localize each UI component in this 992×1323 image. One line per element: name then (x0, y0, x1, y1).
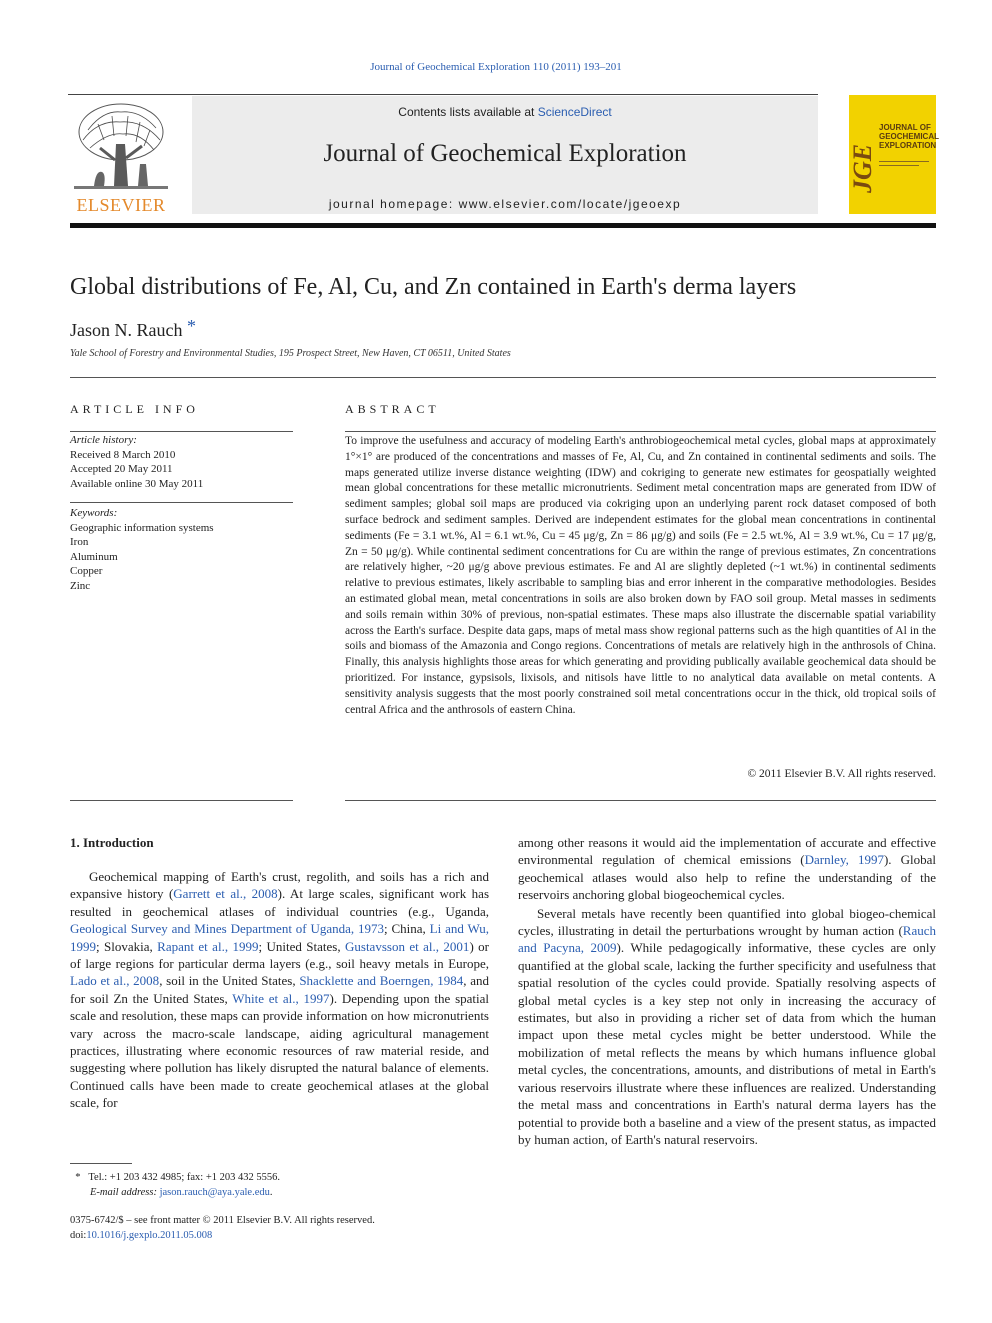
email-end: . (269, 1187, 273, 1198)
citation-link[interactable]: Rapant et al., 1999 (157, 938, 259, 954)
footnote-mark: * (75, 1172, 81, 1183)
text-run: , soil in the United States, (159, 973, 300, 989)
jge-logo-text: JGE (848, 143, 877, 193)
article-history-label: Article history: (70, 434, 137, 446)
jge-logo-icon (848, 107, 877, 197)
citation-link[interactable]: Li and Wu, 1999 (70, 921, 489, 954)
affiliation: Yale School of Forestry and Environmental Studies, 195 Prospect Street, New Haven, CT 06511, United States (70, 348, 511, 359)
keywords (70, 506, 293, 593)
citation-link[interactable]: Gustavsson et al., 2001 (345, 938, 470, 954)
article-title: Global distributions of Fe, Al, Cu, and Zn contained in Earth's derma layers (70, 274, 797, 300)
keyword-item: Iron (70, 536, 89, 548)
body-paragraph (518, 905, 936, 1149)
text-run: ; United States, (258, 938, 345, 954)
cover-title-line: GEOCHEMICAL (879, 132, 939, 141)
citation-link[interactable]: Lado et al., 2008 (70, 973, 160, 989)
text-run: , and for soil Zn the United States, (70, 973, 489, 1006)
text-run: ). Depending upon the spatial scale and resolution, these maps can provide information on how micronutrients vary across the macro-scale landscape, aiding agricultural management practices, illustrating where economic resources of raw material reside, and suggesting where pollution has likely disrupted the natural balance of elements. Continued calls have been made to create geochemical atlases at the global scale, for (70, 990, 490, 1111)
sciencedirect-link[interactable]: ScienceDirect (537, 105, 612, 119)
body-right-column (518, 834, 936, 1148)
email-label: E-mail address: (90, 1187, 157, 1198)
body-left-column (70, 868, 489, 1112)
issn-line: 0375-6742/$ – see front matter © 2011 Elsevier B.V. All rights reserved. (70, 1215, 375, 1226)
author-name: Jason N. Rauch (70, 320, 183, 340)
history-item: Available online 30 May 2011 (70, 477, 204, 490)
keyword-item: Copper (70, 565, 103, 577)
journal-name: Journal of Geochemical Exploration (323, 140, 687, 167)
footnote-rule (70, 1163, 132, 1164)
contents-line (192, 105, 818, 119)
doi-line (70, 1228, 490, 1243)
front-matter (70, 1213, 490, 1243)
author-line (70, 316, 196, 341)
text-run: among other reasons it would aid the implementation of accurate and effective environmental regulation of chemical emissions ( (518, 835, 936, 868)
keywords-label: Keywords: (70, 507, 118, 519)
contents-prefix: Contents lists available at (398, 105, 538, 119)
text-run: ). At large scales, significant work has resulted in geochemical atlases of individual countries (e.g., Uganda, (70, 886, 490, 919)
footnote-contact (70, 1170, 490, 1185)
citation-link[interactable]: Geological Survey and Mines Department of Uganda, 1973 (70, 921, 385, 937)
abstract-rule (345, 431, 936, 432)
article-info-rule (70, 800, 293, 801)
body-paragraph (518, 834, 936, 904)
cover-title-line: JOURNAL OF (879, 123, 931, 132)
title-block-rule (70, 377, 936, 378)
history-item: Accepted 20 May 2011 (70, 463, 173, 475)
keyword-item: Aluminum (70, 550, 118, 563)
citation-link[interactable]: White et al., 1997 (232, 990, 330, 1006)
footnote-phone: Tel.: +1 203 432 4985; fax: +1 203 432 5556. (88, 1172, 281, 1183)
cover-stripe (879, 161, 929, 162)
text-run: Several metals have recently been quantified into global biogeo-chemical cycles, illustrating in detail the perturbations wrought by human action ( (518, 905, 936, 939)
text-run: ) or of large regions for particular derma layers (e.g., soil heavy metals in Europe, (70, 938, 490, 972)
citation-link[interactable]: Garrett et al., 2008 (173, 886, 278, 902)
abstract-paragraph: To improve the usefulness and accuracy of modeling Earth's anthrobiogeochemical metal cycles, global maps at approximately 1°×1° are produced of the concentrations and masses of Fe, Al, Cu, and Zn contained in continental sediments and soils. The maps generated utilize inverse distance weighting (IDW) and cokriging to generate new estimates for geospatially weighted mean global concentrations for these metallic micronutrients. Sediment metal concentration maps are generated from IDW of sediment samples; global soil maps are produced via cokriging upon an underlying parent rock dataset composed of both surface bedrock and sediment samples. Derived are independent estimates for the global mean concentrations in continental sediments (Fe = 3.1 wt.%, Al = 6.1 wt.%, Cu = 45 μg/g, Zn = 86 μg/g) and soils (Fe = 2.5 wt.%, Al = 3.9 wt.%, Cu = 17 μg/g, Zn = 50 μg/g). While continental sediment concentrations for Cu are within the range of previous estimates, Zn concentrations are relatively higher, ~20 μg/g above previous estimates. Fe and Al are slightly depleted (~1 wt.%) in continental sediments relative to previous estimates, likely ascribable to sampling bias and error inherent in the comparative methodologies. Besides an estimated global mean, metal concentrations in soils are also broken down by FAO soil group. Metal masses in sediments and soils remain within 30% of previous, non-spatial estimates. These maps also illustrate the discernable spatial variability across the Earth's surface. Despite data gaps, maps of metal mass show regional patterns such as the high quantities of Al in the soils and biomass of the Amazonia and Congo regions. Concentrations of metals are relatively high in the anthrosols of China. Finally, this analysis highlights those areas for which generating and providing publically available geochemical data should be prioritized. For instance, gypsisols, lixisols, and nitisols have little to no analytical data available on metal contents. A sensitivity analysis suggests that the most poorly constrained soil metal concentrations occur in the thick, old tropical soils of central Africa and the anthrosols of eastern China. (345, 435, 936, 716)
journal-cover[interactable] (848, 95, 939, 214)
elsevier-wordmark: ELSEVIER (76, 195, 166, 215)
copyright: © 2011 Elsevier B.V. All rights reserved. (747, 768, 936, 780)
article-info-heading: ARTICLE INFO (70, 402, 199, 416)
text-run: ). Global geochemical atlases would also help to refine the understanding of the reservoirs anchoring global biogeochemical cycles. (518, 852, 936, 903)
body-paragraph (70, 868, 489, 1112)
doi-label: doi: (70, 1230, 87, 1241)
journal-reference[interactable]: Journal of Geochemical Exploration 110 (2011) 193–201 (370, 61, 622, 73)
abstract-heading: ABSTRACT (345, 402, 440, 416)
cover-stripe (879, 165, 919, 166)
footnote-email-row (70, 1185, 490, 1200)
article-info-rule (70, 431, 293, 432)
elsevier-tree-icon (68, 100, 174, 196)
journal-homepage[interactable]: journal homepage: www.elsevier.com/locate/jgeoexp (328, 197, 682, 211)
abstract-text (345, 434, 936, 718)
article-history (70, 433, 293, 491)
citation-link[interactable]: Darnley, 1997 (804, 852, 884, 868)
text-run: Geochemical mapping of Earth's crust, regolith, and soils has a rich and expansive history ( (70, 869, 489, 902)
text-run: ). While pedagogically informative, these cycles are only quantified at the global scale, lacking the further specificity and usefulness that spatial resolution of the cycles could provide. Spatially resolving aspects of global metal cycles is a key step not only in increasing the accuracy of estimates, but also in providing a richer set of data from which the human impact upon these metal cycles might be better understood. While the mobilization of metal reflects the means by which humans influence global metal cycles, the concentrations, amounts, and distributions of metal in Earth's various reservoirs illustrate where these influences are realized. Understanding the metal mass and concentrations in Earth's natural derma layers has the potential to provide both a baseline and a view of the present status, as impacted by human action, of Earth's natural reservoirs. (518, 940, 937, 1147)
elsevier-logo[interactable] (68, 100, 174, 216)
text-run: ; China, (384, 921, 430, 937)
article-info-rule (70, 502, 293, 503)
citation-link[interactable]: Rauch and Pacyna, 2009 (518, 923, 936, 956)
header-rule (68, 94, 818, 95)
section-heading: 1. Introduction (70, 835, 154, 850)
keyword-item: Zinc (70, 579, 91, 592)
keyword-item: Geographic information systems (70, 521, 214, 534)
footnote (70, 1170, 490, 1200)
header-thick-rule (70, 223, 936, 228)
abstract-rule (345, 800, 936, 801)
cover-title (879, 123, 939, 150)
email-link[interactable]: jason.rauch@aya.yale.edu (159, 1187, 270, 1198)
corresponding-author-link[interactable]: * (186, 316, 196, 336)
history-item: Received 8 March 2010 (70, 448, 176, 461)
doi-link[interactable]: 10.1016/j.gexplo.2011.05.008 (86, 1230, 213, 1241)
citation-link[interactable]: Shacklette and Boerngen, 1984 (299, 973, 464, 989)
cover-title-line: EXPLORATION (879, 141, 937, 150)
text-run: ; Slovakia, (96, 938, 158, 954)
